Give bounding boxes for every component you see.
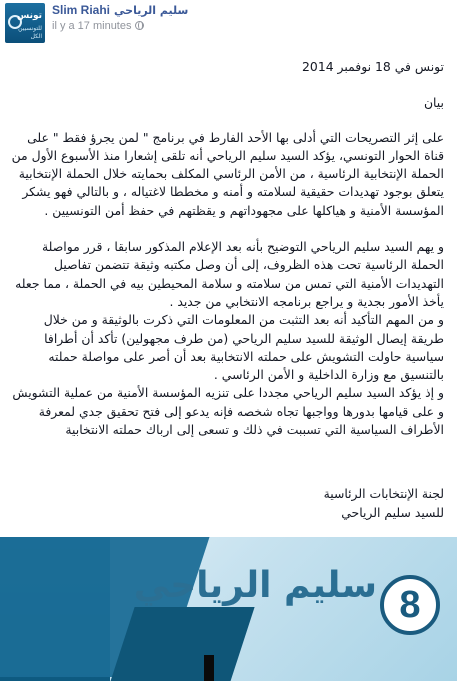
- post-meta: [52, 20, 144, 32]
- page-name-arabic[interactable]: سليم الرياحي: [114, 4, 189, 17]
- post-paragraph-2: و يهم السيد سليم الرياحي التوضيح بأنه بعد الإعلام المذكور سابقا ، قرر مواصلة الحملة الرئاسية تحت هذه الظروف، إلى أن وصل مكتبه وثيقة تتضمن تفاصيل التهديدات الأمنية التي تمس من سلامته و سلامة المحيطين بيه في الحملة ، مما جعله يأخذ الأمور بجدية و يراجع برنامجه الانتخابي من جديد .: [15, 239, 444, 309]
- page-name-latin[interactable]: Slim Riahi: [52, 3, 111, 17]
- post-timestamp[interactable]: il y a 17 minutes: [52, 20, 132, 32]
- ballot-number: 8: [399, 584, 421, 626]
- post-image[interactable]: [0, 537, 457, 681]
- page-name[interactable]: [52, 3, 188, 17]
- post-date: تونس في 18 نوفمبر 2014: [302, 59, 444, 74]
- banner-candidate-name: سليم الرياحي: [133, 565, 377, 606]
- post-paragraph-1: على إثر التصريحات التي أدلى بها الأحد الفارط في برنامج " لمن يجرؤ فقط " على قناة الحوار التونسي، يؤكد السيد سليم الرياحي أنه تلقى إشعارا منذ الأسبوع الأول من الحملة الإنتخابية الرئاسية ، من الأمن الرئاسي المكلف بحمايته خلال الحملة الإنتخابية يتعلق بوجود تهديدات حقيقية لسلامته و أمنه و مخططا لاغتياله ، و بالتالي فهو يشكر المؤسسة الأمنية و هياكلها على مجهوداتهم و يقظتهم في حفظ أمن التونسيين .: [11, 129, 444, 218]
- post-body: [8, 58, 444, 522]
- avatar-tagline: للتونسيين الكل: [18, 25, 42, 40]
- signature-candidate: للسيد سليم الرياحي: [341, 504, 444, 520]
- post-paragraph-4: و إذ يؤكد السيد سليم الرياحي مجددا على تنزيه المؤسسة الأمنية من عملية التشويش و على قيامها بدورها وواجبها تجاه شخصه فإنه يدعو إلى فتح تحقيق جدي لمعرفة الأطراف السياسية التي تسببت في ذلك و تسعى إلى ارباك حملته الانتخابية: [12, 385, 444, 438]
- avatar-brand-text: تونس: [16, 11, 42, 21]
- post-heading: بيان: [423, 95, 444, 111]
- ballot-number-badge: [380, 575, 440, 635]
- post-paragraph-3: و من المهم التأكيد أنه بعد التثبت من المعلومات التي ذكرت بالوثيقة و من خلال طريقة إيصال الوثيقة للسيد سليم الرياحي (من طرف مجهولين) تأكد أن أطرافا سياسية حاولت التشويش على حملته الانتخابية بعد أن أصر على مواصلة حملته بالتنسيق مع وزارة الداخلية و الأمن الرئاسي .: [43, 312, 444, 383]
- post-header: [0, 0, 457, 42]
- globe-icon[interactable]: [135, 21, 144, 30]
- page-avatar[interactable]: [5, 3, 45, 43]
- signature-committee: لجنة الإنتخابات الرئاسية: [323, 486, 444, 502]
